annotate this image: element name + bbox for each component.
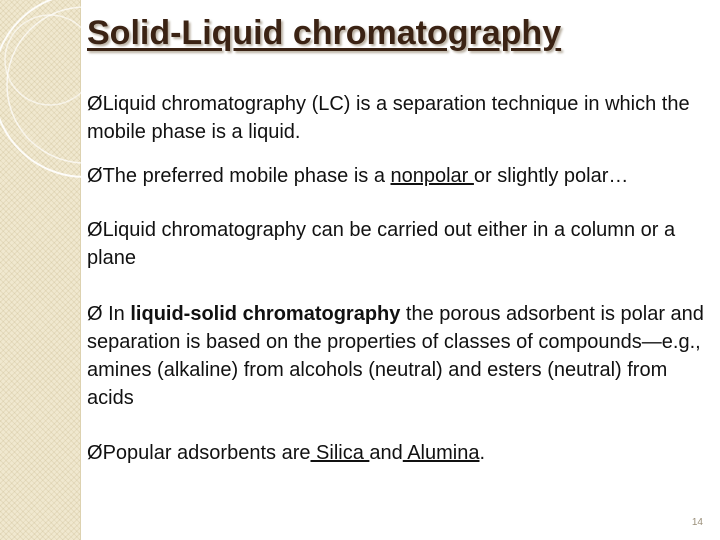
paragraph-text: Popular adsorbents are [102, 442, 311, 464]
bullet-paragraph-3 [87, 216, 716, 272]
underlined-term-nonpolar: nonpolar [390, 165, 474, 187]
bullet-marker: Ø [87, 219, 103, 241]
bullet-paragraph-2 [87, 162, 716, 190]
bullet-marker: Ø [87, 165, 103, 187]
bullet-marker: Ø [87, 93, 103, 115]
paragraph-text: Liquid chromatography (LC) is a separation technique in which the mobile phase is a liquid. [87, 93, 690, 143]
paragraph-text: The preferred mobile phase is a [102, 165, 391, 187]
bullet-marker: Ø [87, 442, 103, 464]
underlined-term-alumina: Alumina [402, 442, 480, 464]
bullet-paragraph-5 [87, 439, 716, 467]
bullet-paragraph-1 [87, 90, 716, 146]
underlined-term-silica: Silica [310, 442, 370, 464]
paragraph-text: Liquid chromatography can be carried out either in a column or a plane [87, 219, 676, 269]
paragraph-text: or slightly polar… [473, 165, 629, 187]
bullet-paragraph-4 [87, 300, 716, 412]
paragraph-text: . [479, 442, 486, 464]
bullet-marker: Ø [87, 303, 103, 325]
paragraph-text: In [102, 303, 131, 325]
page-number: 14 [691, 517, 703, 528]
paragraph-text: and [369, 442, 403, 464]
page-title: Solid-Liquid chromatography [87, 14, 562, 52]
paragraph-text: the porous adsorbent is polar and separation is based on the properties of classes of compounds—e.g., amines (alkaline) from alcohols (neutral) and esters (neutral) from acids [87, 303, 704, 409]
bold-term: liquid-solid chromatography [130, 303, 401, 325]
